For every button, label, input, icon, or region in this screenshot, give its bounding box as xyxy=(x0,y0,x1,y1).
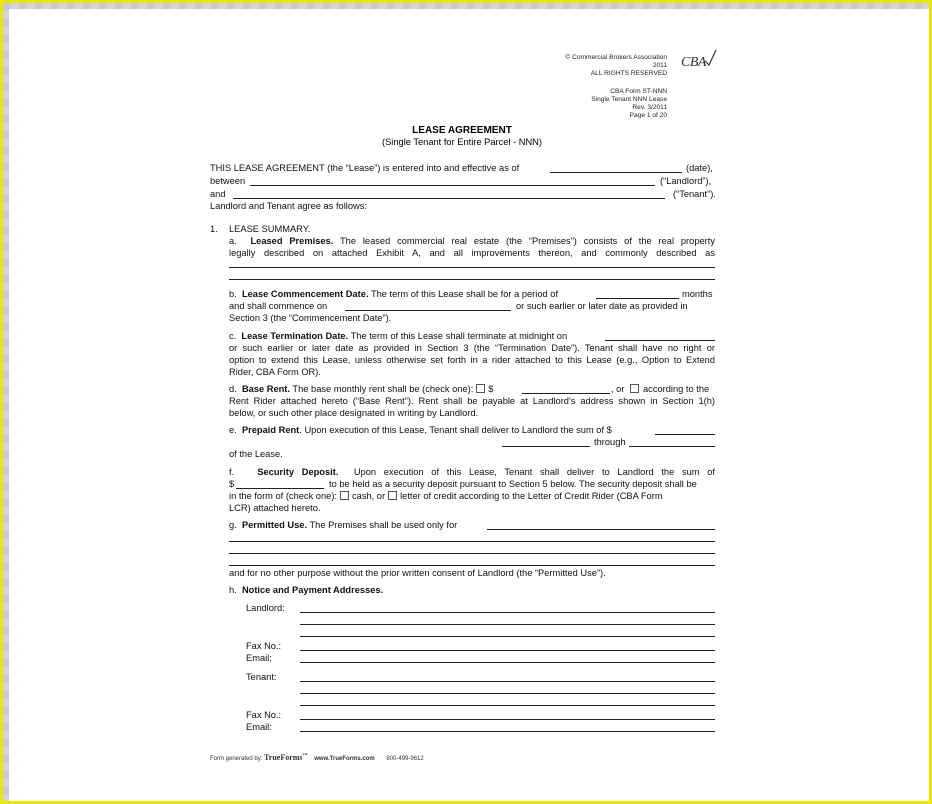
landlord-tag: (“Landlord”), xyxy=(660,176,712,186)
tenant-address-label: Tenant: xyxy=(246,672,277,682)
landlord-name-field[interactable] xyxy=(250,185,655,186)
commencement-date-field[interactable] xyxy=(345,310,511,311)
date-tag: (date), xyxy=(686,163,713,173)
item-c-line1: c. Lease Termination Date. The term of this Lease shall terminate at midnight on xyxy=(229,331,568,341)
item-c-line4: Rider, CBA Form OR). xyxy=(229,367,321,377)
landlord-address-field-1[interactable] xyxy=(300,612,715,613)
base-rent-amount-checkbox[interactable] xyxy=(476,384,485,393)
security-deposit-field[interactable] xyxy=(236,488,324,489)
item-f-line3: in the form of (check one): cash, or letter of credit according to the Letter of Credit Rider (CBA Form xyxy=(229,491,663,501)
item-c-line3: option to extend this Lease, unless otherwise set forth in a rider attached to this Lease (e.g., Option to Extend xyxy=(229,355,715,365)
months-label: months xyxy=(682,289,713,299)
permitted-use-field-2[interactable] xyxy=(229,541,715,542)
commence-label: and shall commence on xyxy=(229,301,328,311)
trueforms-logo: TrueForms™ xyxy=(264,753,308,762)
document-page xyxy=(9,9,929,801)
letter-of-credit-checkbox[interactable] xyxy=(388,491,397,500)
item-b-line3: Section 3 (the “Commencement Date”). xyxy=(229,313,392,323)
permitted-use-field-4[interactable] xyxy=(229,565,715,566)
and-label: and xyxy=(210,189,226,199)
landlord-email-label: Email: xyxy=(246,653,272,663)
item-d-line1-end: according to the xyxy=(643,384,710,394)
base-rent-amount-field[interactable] xyxy=(522,393,610,394)
landlord-address-field-3[interactable] xyxy=(300,636,715,637)
landlord-fax-label: Fax No.: xyxy=(246,641,282,651)
item-e-line3: of the Lease. xyxy=(229,449,283,459)
item-f-line4: LCR) attached hereto. xyxy=(229,503,321,513)
form-id: CBA Form ST-NNN xyxy=(610,88,667,95)
tenant-email-label: Email: xyxy=(246,722,272,732)
item-b-line1: b. Lease Commencement Date. The term of this Lease shall be for a period of xyxy=(229,289,559,299)
premises-description-field-2[interactable] xyxy=(229,279,715,280)
tenant-address-field-3[interactable] xyxy=(300,705,715,706)
item-g-end: and for no other purpose without the prior written consent of Landlord (the “Permitted Use”). xyxy=(229,568,606,578)
cba-logo-text: CBA xyxy=(681,55,706,70)
copyright-year: 2011 xyxy=(652,62,667,69)
section-number: 1. xyxy=(210,224,218,234)
date-field[interactable] xyxy=(550,172,682,173)
item-f-line2: to be held as a security deposit pursuant to Section 5 below. The security deposit shall be xyxy=(329,479,697,489)
footer-phone: 800-499-9612 xyxy=(386,756,424,762)
landlord-fax-field[interactable] xyxy=(300,650,715,651)
form-id-block xyxy=(529,88,667,120)
tenant-address-field-2[interactable] xyxy=(300,693,715,694)
item-d-line1: d. Base Rent. The base monthly rent shall be (check one): $ xyxy=(229,384,494,394)
footer-site[interactable]: www.TrueForms.com xyxy=(314,756,375,762)
premises-description-field-1[interactable] xyxy=(229,267,715,268)
agree-text: Landlord and Tenant agree as follows: xyxy=(210,201,367,211)
item-a-line1: a. Leased Premises. The leased commercial real estate (the “Premises”) consists of the real property xyxy=(229,236,715,246)
copyright-line: © Commercial Brokers Association xyxy=(565,54,667,61)
item-e-line1: e. Prepaid Rent. Upon execution of this Lease, Tenant shall deliver to Landlord the sum of $ xyxy=(229,425,612,435)
document-subtitle: (Single Tenant for Entire Parcel - NNN) xyxy=(381,137,542,147)
prepaid-months-to-field[interactable] xyxy=(629,446,715,447)
landlord-email-field[interactable] xyxy=(300,662,715,663)
tenant-address-field-1[interactable] xyxy=(300,681,715,682)
rights-line: ALL RIGHTS RESERVED xyxy=(590,70,667,77)
through-label: through xyxy=(594,437,626,447)
prepaid-rent-amount-field[interactable] xyxy=(655,434,715,435)
tenant-fax-field[interactable] xyxy=(300,719,715,720)
section-heading: LEASE SUMMARY. xyxy=(229,224,311,234)
tenant-tag: (“Tenant”). xyxy=(673,189,716,199)
item-a-line2: legally described on attached Exhibit A, and all improvements thereon, and commonly described as xyxy=(229,248,715,258)
copyright-block xyxy=(529,54,667,78)
permitted-use-field-1[interactable] xyxy=(487,529,715,530)
footer-generated: Form generated by: xyxy=(210,756,263,762)
deposit-dollar: $ xyxy=(229,479,235,489)
item-d-line2: Rent Rider attached hereto (“Base Rent”). Rent shall be payable at Landlord's address shown in Section 1(h) xyxy=(229,396,715,406)
item-g-line1: g. Permitted Use. The Premises shall be used only for xyxy=(229,520,458,530)
prepaid-months-from-field[interactable] xyxy=(502,446,590,447)
item-d-or: , or xyxy=(611,383,642,395)
page-number: Page 1 of 20 xyxy=(629,112,667,119)
footer xyxy=(210,753,424,762)
item-h-heading: h. Notice and Payment Addresses. xyxy=(229,585,384,595)
tenant-email-field[interactable] xyxy=(300,731,715,732)
landlord-address-label: Landlord: xyxy=(246,603,285,613)
cash-checkbox[interactable] xyxy=(340,491,349,500)
item-f-line1: f. Security Deposit. Upon execution of this Lease, Tenant shall deliver to Landlord the sum of xyxy=(229,467,716,477)
item-d-line3: below, or such other place designated in writing by Landlord. xyxy=(229,408,479,418)
between-label: between xyxy=(210,176,246,186)
form-revision: Rev. 3/2011 xyxy=(632,104,667,111)
form-name: Single Tenant NNN Lease xyxy=(591,96,667,103)
checkmark-icon xyxy=(703,49,717,67)
term-months-field[interactable] xyxy=(596,298,679,299)
cba-logo xyxy=(681,55,706,71)
item-c-line2: or such earlier or later date as provided in Section 3 (the “Termination Date”). Tenant shall have no right or xyxy=(229,343,715,353)
tenant-name-field[interactable] xyxy=(233,198,665,199)
termination-date-field[interactable] xyxy=(605,340,715,341)
landlord-address-field-2[interactable] xyxy=(300,624,715,625)
item-b-line2-end: or such earlier or later date as provided in xyxy=(516,301,688,311)
intro-text: THIS LEASE AGREEMENT (the “Lease”) is entered into and effective as of xyxy=(210,163,520,173)
rent-rider-checkbox[interactable] xyxy=(630,384,639,393)
document-title: LEASE AGREEMENT xyxy=(412,125,512,136)
permitted-use-field-3[interactable] xyxy=(229,553,715,554)
tenant-fax-label: Fax No.: xyxy=(246,710,282,720)
